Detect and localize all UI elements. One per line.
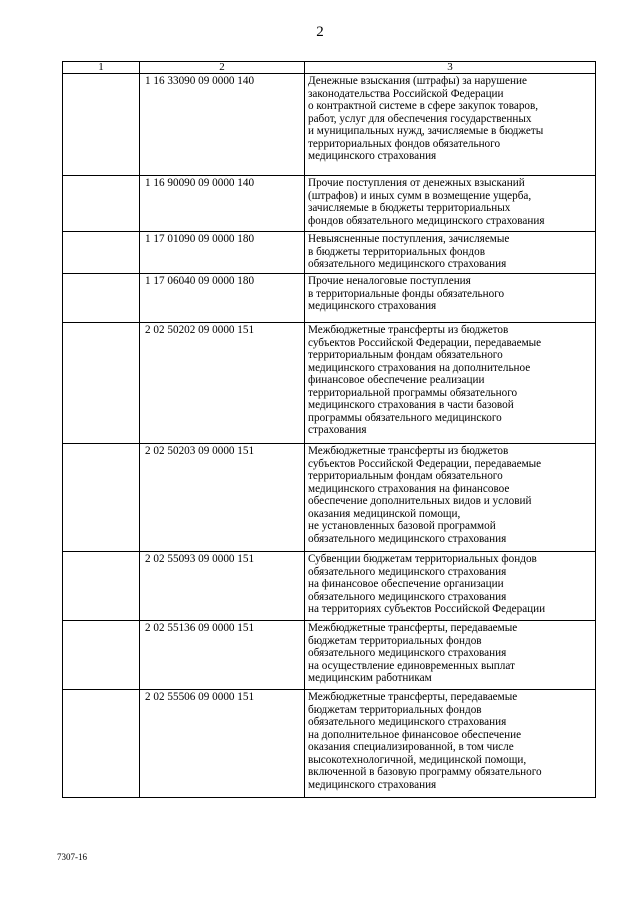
table-row xyxy=(63,74,596,176)
revenue-codes-table xyxy=(62,61,596,798)
table-row xyxy=(63,552,596,621)
row-col1-cell xyxy=(63,232,140,274)
revenue-description-cell: Невыясненные поступления, зачисляемые в бюджеты территориальных фондов обязательного медицинского страхования xyxy=(305,232,596,274)
table-header-row xyxy=(63,62,596,74)
row-col1-cell xyxy=(63,444,140,552)
row-col1-cell xyxy=(63,176,140,232)
revenue-description-cell: Прочие неналоговые поступления в территориальные фонды обязательного медицинского страхования xyxy=(305,274,596,323)
row-col1-cell xyxy=(63,323,140,444)
row-col1-cell xyxy=(63,690,140,798)
revenue-description-cell: Межбюджетные трансферты из бюджетов субъектов Российской Федерации, передаваемые территориальным фондам обязательного медицинского страхования на финансовое обеспечение дополнительных видов и условий оказания медицинской помощи, не установленных базовой программой обязательного медицинского страхования xyxy=(305,444,596,552)
row-col1-cell xyxy=(63,274,140,323)
row-col1-cell xyxy=(63,621,140,690)
budget-code-cell: 1 17 06040 09 0000 180 xyxy=(140,274,305,323)
table-row xyxy=(63,232,596,274)
budget-code-cell: 2 02 55093 09 0000 151 xyxy=(140,552,305,621)
table-row xyxy=(63,444,596,552)
budget-code-cell: 2 02 55136 09 0000 151 xyxy=(140,621,305,690)
column-header-3: 3 xyxy=(305,62,596,74)
budget-code-cell: 2 02 50203 09 0000 151 xyxy=(140,444,305,552)
document-footer-code: 7307-16 xyxy=(57,852,87,862)
budget-code-cell: 1 17 01090 09 0000 180 xyxy=(140,232,305,274)
row-col1-cell xyxy=(63,74,140,176)
row-col1-cell xyxy=(63,552,140,621)
table-row xyxy=(63,176,596,232)
budget-code-cell: 2 02 55506 09 0000 151 xyxy=(140,690,305,798)
revenue-description-cell: Межбюджетные трансферты из бюджетов субъектов Российской Федерации, передаваемые территориальным фондам обязательного медицинского страхования на дополнительное финансовое обеспечение реализации территориальной программы обязательного медицинского страхования в части базовой программы обязательного медицинского страхования xyxy=(305,323,596,444)
page-number: 2 xyxy=(316,24,324,40)
budget-code-cell: 2 02 50202 09 0000 151 xyxy=(140,323,305,444)
column-header-2: 2 xyxy=(140,62,305,74)
revenue-description-cell: Субвенции бюджетам территориальных фондов обязательного медицинского страхования на финансовое обеспечение организации обязательного медицинского страхования на территориях субъектов Российской Федерации xyxy=(305,552,596,621)
table-body xyxy=(63,74,596,798)
budget-code-cell: 1 16 90090 09 0000 140 xyxy=(140,176,305,232)
revenue-description-cell: Денежные взыскания (штрафы) за нарушение законодательства Российской Федерации о контрактной системе в сфере закупок товаров, работ, услуг для обеспечения государственных и муниципальных нужд, зачисляемые в бюджеты территориальных фондов обязательного медицинского страхования xyxy=(305,74,596,176)
table-row xyxy=(63,690,596,798)
table-row xyxy=(63,274,596,323)
table-row xyxy=(63,323,596,444)
revenue-description-cell: Прочие поступления от денежных взысканий (штрафов) и иных сумм в возмещение ущерба, зачисляемые в бюджеты территориальных фондов обязательного медицинского страхования xyxy=(305,176,596,232)
revenue-description-cell: Межбюджетные трансферты, передаваемые бюджетам территориальных фондов обязательного медицинского страхования на дополнительное финансовое обеспечение оказания специализированной, в том числе высокотехнологичной, медицинской помощи, включенной в базовую программу обязательного медицинского страхования xyxy=(305,690,596,798)
revenue-description-cell: Межбюджетные трансферты, передаваемые бюджетам территориальных фондов обязательного медицинского страхования на осуществление единовременных выплат медицинским работникам xyxy=(305,621,596,690)
budget-code-cell: 1 16 33090 09 0000 140 xyxy=(140,74,305,176)
table-row xyxy=(63,621,596,690)
column-header-1: 1 xyxy=(63,62,140,74)
